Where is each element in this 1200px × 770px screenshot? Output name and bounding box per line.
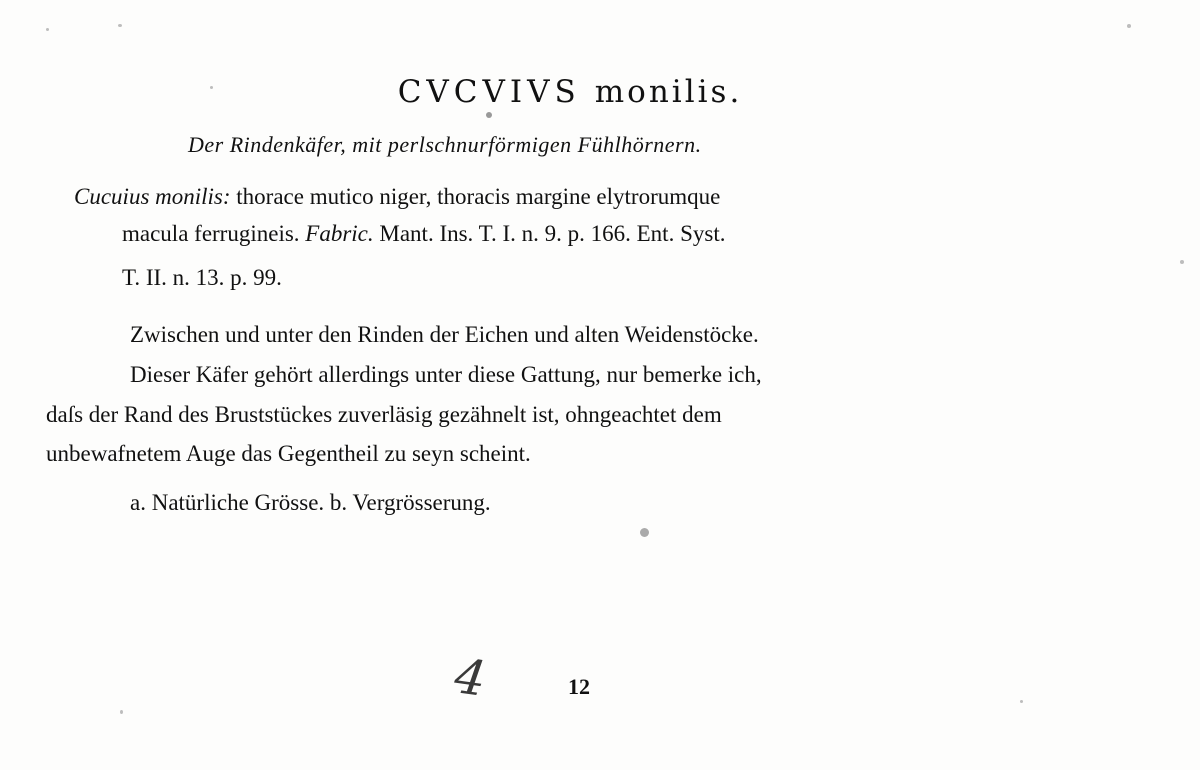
- figure-caption: a. Natürliche Grösse. b. Vergrösserung.: [130, 490, 491, 515]
- handwritten-number: 4: [451, 648, 490, 708]
- paper-speck: [640, 528, 649, 537]
- paper-speck: [120, 710, 123, 714]
- paper-speck: [118, 24, 122, 27]
- paper-speck: [1127, 24, 1131, 28]
- paper-speck: [46, 28, 49, 31]
- species-name: Cucuius monilis:: [74, 184, 231, 209]
- description-text: macula ferrugineis.: [122, 221, 300, 246]
- description-line: [122, 265, 282, 291]
- page-title: [0, 74, 1140, 110]
- paper-speck: [486, 112, 492, 118]
- body-line: unbewafnetem Auge das Gegentheil zu seyn scheint.: [46, 441, 531, 466]
- page-number: 12: [568, 674, 590, 699]
- author-name: Fabric.: [305, 221, 374, 246]
- body-line: Dieser Käfer gehört allerdings unter diese Gattung, nur bemerke ich,: [130, 362, 762, 387]
- paper-speck: [1180, 260, 1184, 264]
- paper-speck: [1020, 700, 1023, 703]
- description-line: [122, 221, 725, 247]
- citation-text: Mant. Ins. T. I. n. 9. p. 166. Ent. Syst.: [379, 221, 726, 246]
- citation-text: T. II. n. 13. p. 99.: [122, 265, 282, 290]
- body-line: Zwischen und unter den Rinden der Eichen und alten Weidenstöcke.: [130, 322, 759, 347]
- title-species: monilis.: [594, 74, 743, 110]
- description-text: thorace mutico niger, thoracis margine elytrorumque: [236, 184, 721, 209]
- subtitle: Der Rindenkäfer, mit perlschnurförmigen Fühlhörnern.: [188, 132, 702, 157]
- description-line: [74, 184, 720, 210]
- body-line: daſs der Rand des Bruststückes zuverläsig gezähnelt ist, ohngeachtet dem: [46, 402, 722, 427]
- title-genus: CVCVIVS: [397, 74, 581, 110]
